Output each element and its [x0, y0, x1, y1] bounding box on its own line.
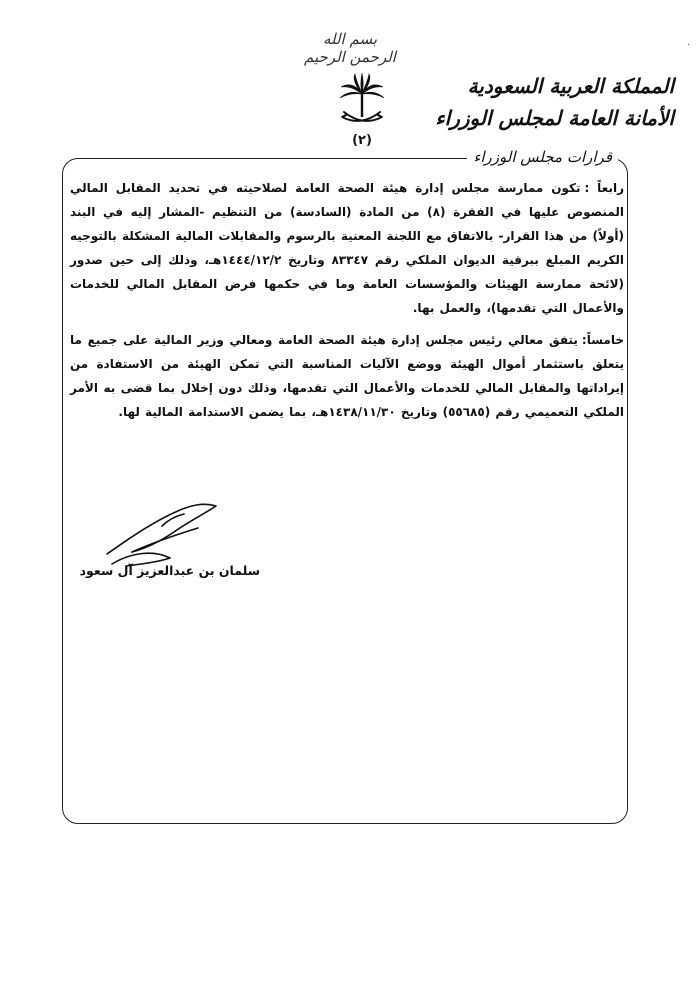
- decisions-label: قرارات مجلس الوزراء: [467, 148, 618, 166]
- letterhead-secretariat: الأمانة العامة لمجلس الوزراء: [435, 106, 674, 130]
- clause-text: يتفق معالي رئيس مجلس إدارة هيئة الصحة العامة ومعالي وزير المالية على جميع ما يتعلق باستثمار أموال الهيئة ووضع الآليات المناسبة التي تمكن الهيئة من الاستفادة من إيراداتها والمقابل المالي للخدمات والأعمال التي تقدمها، وذلك دون إخلال بما قضى به الأمر الملكي التعميمي رقم (٥٥٦٨٥) وتاريخ ١٤٣٨/١١/٣٠هـ، بما يضمن الاستدامة المالية لها.: [70, 333, 624, 419]
- clause-text: تكون ممارسة مجلس إدارة هيئة الصحة العامة لصلاحيته في تحديد المقابل المالي المنصوص عليها في الفقرة (٨) من المادة (السادسة) من التنظيم -المشار إليه في البند (أولاً) من هذا القرار- بالاتفاق مع اللجنة المعنية بالرسوم والمقابلات المالية المشكلة بالتوجيه الكريم المبلغ ببرقية الديوان الملكي رقم ٨٣٣٤٧ وتاريخ ١٤٤٤/١٢/٢هـ، وذلك إلى حين صدور (لائحة ممارسة الهيئات والمؤسسات العامة وما في حكمها فرض المقابل المالي للخدمات والأعمال التي تقدمها)، والعمل بها.: [70, 181, 624, 315]
- letterhead-country: المملكة العربية السعودية: [467, 74, 674, 98]
- bismillah-calligraphy: بسم الله الرحمن الرحيم: [304, 30, 396, 66]
- palm-and-swords-emblem: [338, 72, 386, 132]
- page-number: (٢): [352, 133, 372, 148]
- signatory-name: سلمان بن عبدالعزيز آل سعود: [79, 563, 260, 578]
- clause-fifth: [70, 328, 624, 424]
- clause-label: خامساً:: [581, 333, 624, 347]
- clause-fourth: [70, 176, 624, 320]
- clause-label: رابعاً :: [584, 181, 624, 195]
- handwritten-signature: [92, 492, 242, 572]
- scan-mark: ·: [687, 40, 691, 51]
